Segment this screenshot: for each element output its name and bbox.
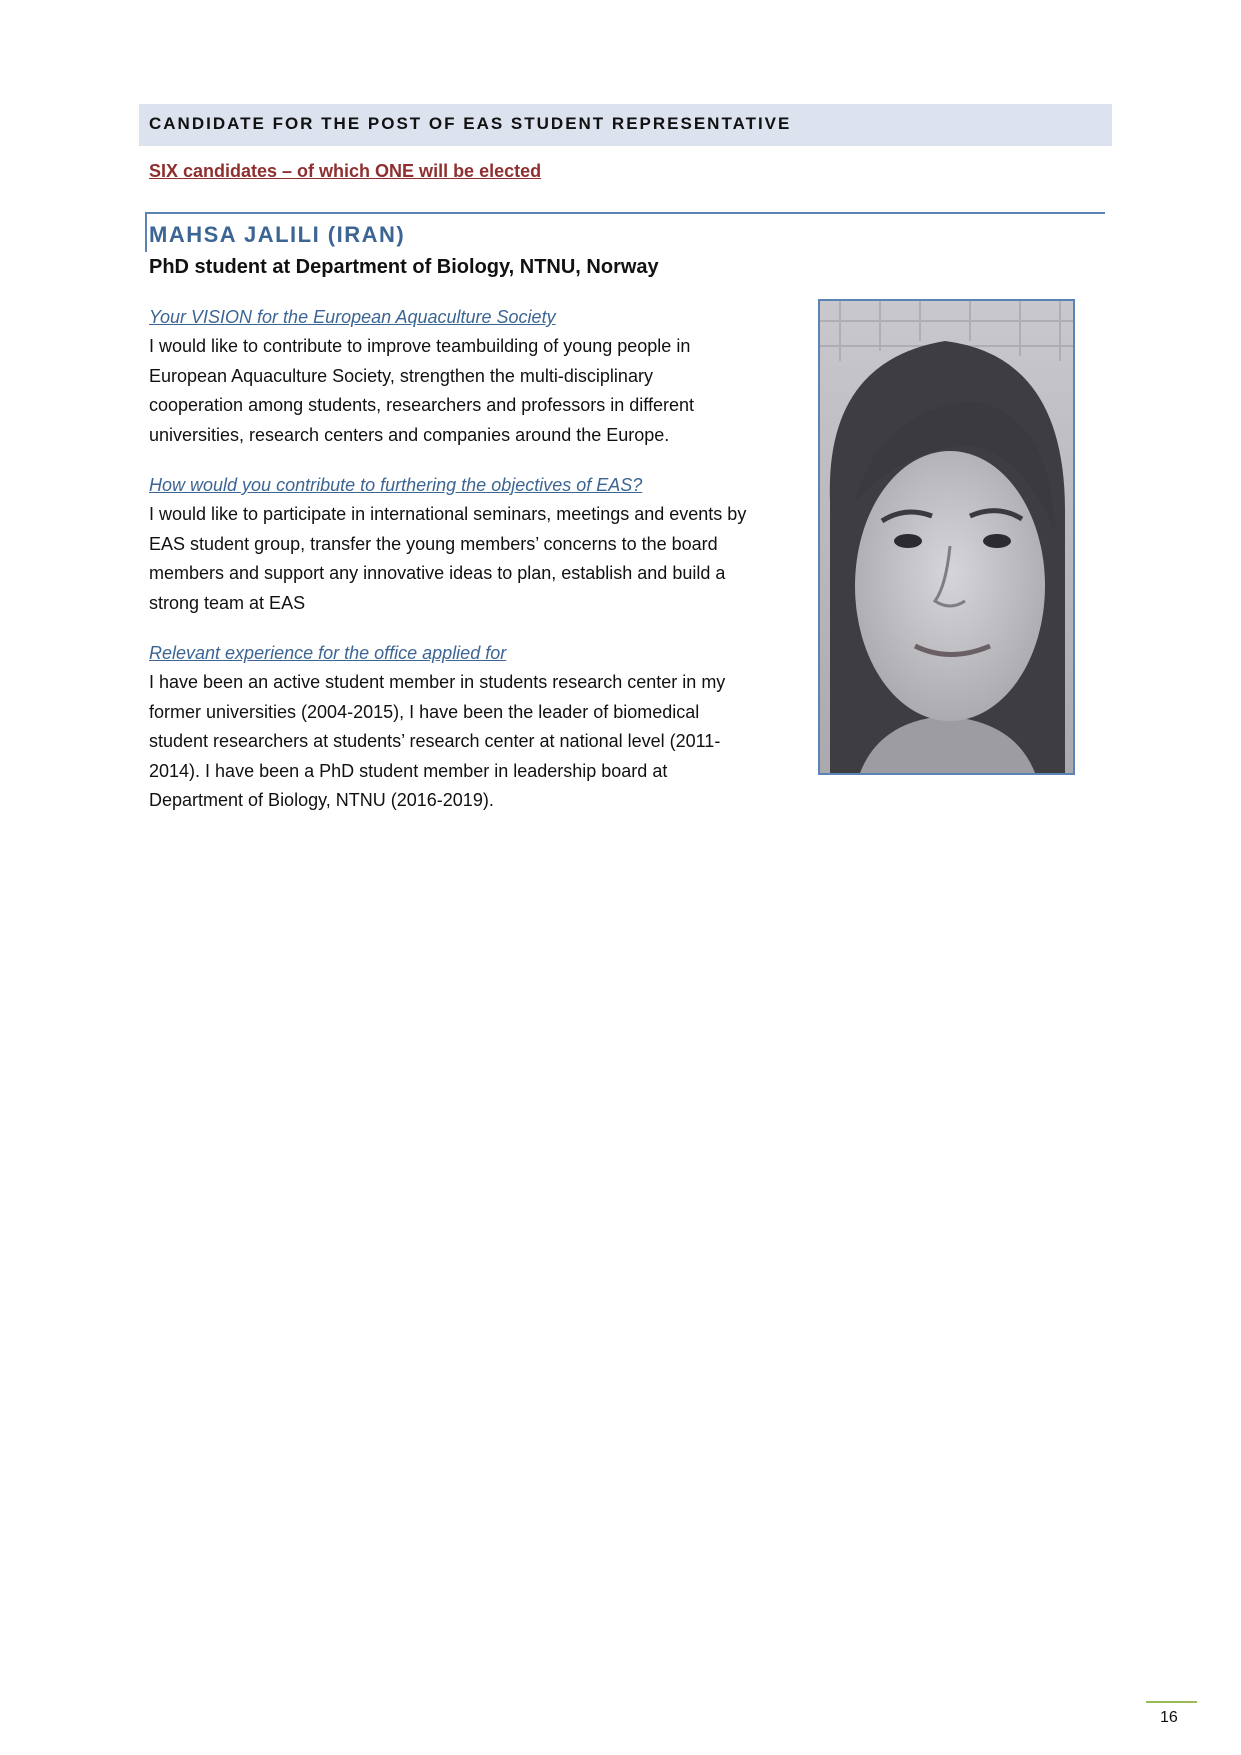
section-answer [149,332,809,450]
candidates-subtitle: SIX candidates – of which ONE will be elected [149,161,542,181]
section-experience [149,639,809,816]
answer-line: members and support any innovative ideas to plan, establish and build a [149,563,726,583]
section-answer [149,668,809,816]
answer-line: Department of Biology, NTNU (2016-2019). [149,790,494,810]
candidate-role: PhD student at Department of Biology, NTNU, Norway [149,256,659,278]
section-header-title: CANDIDATE FOR THE POST OF EAS STUDENT REPRESENTATIVE [149,114,792,133]
candidate-portrait-photo-icon [820,301,1073,773]
name-divider-left [145,212,147,252]
answer-line: student researchers at students’ research center at national level (2011- [149,731,721,751]
answer-line: 2014). I have been a PhD student member in leadership board at [149,760,668,781]
answer-line: I would like to contribute to improve teambuilding of young people in [149,336,691,356]
name-divider [145,212,1105,214]
answer-line: universities, research centers and companies around the Europe. [149,424,670,445]
page-number: 16 [1160,1709,1178,1726]
section-question: How would you contribute to furthering the objectives of EAS? [149,475,643,495]
section-question: Your VISION for the European Aquaculture Society [149,307,556,327]
section-question: Relevant experience for the office applied for [149,643,507,663]
section-answer [149,500,809,618]
answer-line: cooperation among students, researchers and professors in different [149,395,694,415]
answer-line: European Aquaculture Society, strengthen the multi-disciplinary [149,365,653,386]
answer-line: strong team at EAS [149,592,306,613]
candidate-name: MAHSA JALILI (IRAN) [149,222,406,247]
candidate-photo [818,299,1075,775]
answer-line: former universities (2004-2015), I have been the leader of biomedical [149,701,700,722]
section-header-band [139,104,1112,146]
answer-line: EAS student group, transfer the young members’ concerns to the board [149,533,718,554]
footer-rule [1146,1701,1197,1703]
answer-line: I have been an active student member in students research center in my [149,672,726,692]
section-contribution [149,471,809,618]
section-vision [149,303,809,450]
answer-line: I would like to participate in international seminars, meetings and events by [149,504,747,524]
